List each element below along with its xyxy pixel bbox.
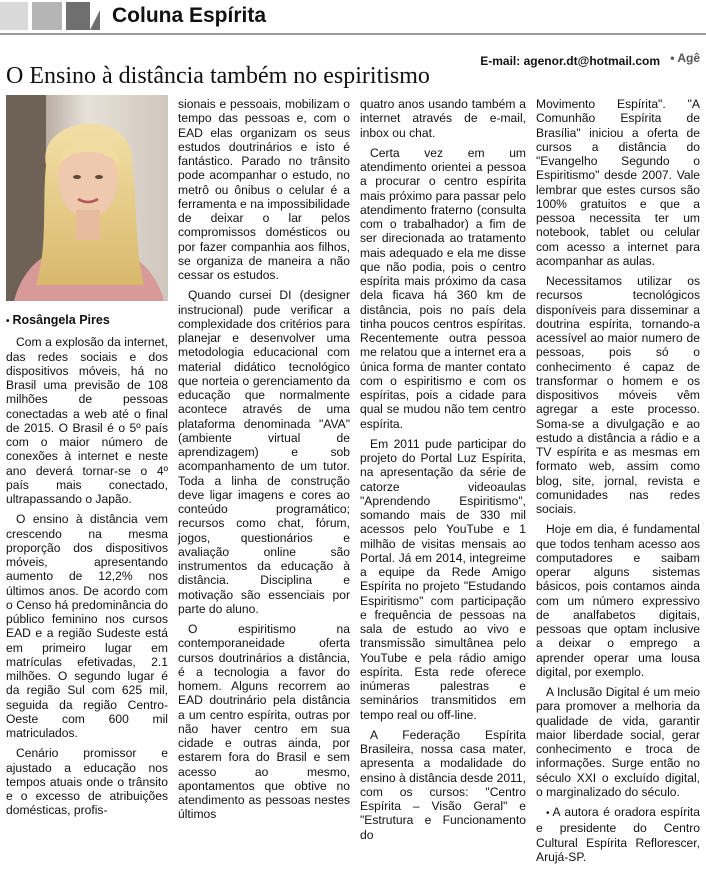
paragraph: Quando cursei DI (designer instrucional) pude verificar a complexidade dos critérios para planejar e desenvolver uma metodologia educacional com material didático tecnológico que norteia o gerenciamento da educação que normalmente acontece através de uma plataforma denominada "AVA" (ambiente virtual de aprendizagem) e sob acompanhamento de um tutor. Toda a linha de construção deve ligar imagens e cores ao conteúdo programático; recursos como chat, fórum, jogos, questionários e avaliação online são instrumentos da educação à distância. Disciplina e motivação são essenciais por parte do aluno.	[178, 288, 350, 616]
agency-bullet: •	[670, 51, 675, 65]
author-note	[536, 805, 700, 864]
paragraph: Em 2011 pude participar do projeto do Portal Luz Espírita, na apresentação da série de catorze videoaulas "Aprendendo Espiritismo", somando mais de 330 mil acessos pelo YouTube e 1 milhão de visitas mensais ao Portal. Já em 2014, integreime a equipe da Rede Amigo Espírita no projeto "Estudando Espiritismo" com participação e frequência de pessoas na sala de estudo ao vivo e transmissão simultânea pelo YouTube e pela rádio amigo espírita. Esta rede oferece inúmeras palestras e seminários transmitidos em tempo real ou off-line.	[360, 436, 526, 722]
article-headline: O Ensino à distância também no espiritismo	[6, 63, 430, 89]
author-byline	[6, 313, 168, 329]
article-column-2	[178, 97, 350, 828]
header-block	[32, 2, 62, 30]
contact-email	[480, 54, 660, 68]
agency-name: Agê	[677, 51, 700, 65]
email-address: agenor.dt@hotmail.com	[523, 54, 660, 68]
article-column-3	[360, 97, 526, 848]
paragraph: Necessitamos utilizar os recursos tecnológicos disponíveis para disseminar a doutrina espírita, tornando-a acessível ao maior numero de pessoas, pois só o conhecimento é capaz de transformar o homem e os dispositivos móveis vêm agregar a este processo. Soma-se a divulgação e ao estudo a distância a rádio e a TV espírita e as mesmas em formato web, assim como blog, site, jornal, revista e comunidades nas redes sociais.	[536, 274, 700, 516]
email-label: E-mail:	[480, 54, 521, 68]
header-block	[0, 2, 28, 30]
paragraph: Cenário promissor e ajustado a educação nos tempos atuais onde o trânsito e o excesso de atribuições domésticas, profis-	[6, 746, 168, 818]
author-name: Rosângela Pires	[12, 313, 110, 327]
header-divider	[0, 33, 706, 35]
paragraph: Certa vez em um atendimento orientei a pessoa a procurar o centro espírita mais próximo para passar pelo atendimento fraterno (consulta com o trabalhador) a fim de ser direcionada ao tratamento mais adequado e ela me disse que não podia, pois o centro espírita mais próximo da casa dela ficava há 360 km de distância, pois no país dela tinha poucos centros espíritas. Recentemente outra pessoa me relatou que a internet era a única forma de manter contato com o espiritismo e com os espíritas, pois a cidade para qual se mudou não tem centro espírita.	[360, 145, 526, 431]
article-column-1	[6, 313, 168, 824]
paragraph: Hoje em dia, é fundamental que todos tenham acesso aos computadores e saibam operar alguns sistemas básicos, pois contamos ainda com um número expressivo de analfabetos digitais, pessoas que optam inclusive a deixar o emprego a aprender operar uma lousa digital, por exemplo.	[536, 522, 700, 679]
author-note-text: A autora é oradora espírita e presidente do Centro Cultural Espírita Reflorescer, Arujá-SP.	[536, 805, 700, 864]
author-photo	[6, 95, 168, 301]
paragraph: A Federação Espírita Brasileira, nossa casa mater, apresenta a modalidade do ensino à distância desde 2011, com os cursos: "Centro Espírita – Visão Geral" e "Estrutura e Funcionamento do	[360, 727, 526, 842]
paragraph: Com a explosão da internet, das redes sociais e dos dispositivos móveis, há no Brasil uma previsão de 108 milhões de pessoas conectadas a web até o final de 2015. O Brasil é o 5º país com o maior número de conexões à internet e neste ano deverá tornar-se o 4º país mais conectado, ultrapassando o Japão.	[6, 335, 168, 506]
section-title: Coluna Espírita	[112, 4, 267, 27]
header-corner-shape	[90, 2, 104, 30]
byline-bullet: •	[6, 316, 10, 327]
agency-mark	[670, 51, 700, 65]
author-portrait-image	[6, 95, 168, 301]
paragraph: sionais e pessoais, mobilizam o tempo das pessoas e, com o EAD elas organizam os seus estudos doutrinários e isto é fantástico. Parado no trânsito pode acompanhar o estudo, no metrô ou ônibus o celular é a ferramenta e na impossibilidade de deixar o lar pelos compromissos domésticos ou por fazer companhia aos filhos, se organiza de maneira a não cessar os estudos.	[178, 97, 350, 282]
paragraph: O espiritismo na contemporaneidade oferta cursos doutrinários a distância, é a tecnologia a favor do homem. Alguns recorrem ao EAD doutrinário pela distância a um centro espírita, outras por não haver centro em sua cidade e outras ainda, por estarem fora do Brasil e sem acesso ao mesmo, apontamentos que obtive no atendimento as pessoas nestes últimos	[178, 622, 350, 822]
article-column-4	[536, 97, 700, 870]
paragraph: Movimento Espírita". "A Comunhão Espírita de Brasília" iniciou a oferta de cursos a distância do "Evangelho Segundo o Espiritismo" desde 2007. Vale lembrar que estes cursos são 100% gratuitos e que a pessoa necessita ter um notebook, tablet ou celular com acesso a internet para acompanhar as aulas.	[536, 97, 700, 268]
paragraph: A Inclusão Digital é um meio para promover a melhoria da qualidade de vida, garantir maior liberdade social, gerar conhecimento e troca de informações. Surge então no século XXI o excluído digital, o marginalizado do século.	[536, 685, 700, 799]
paragraph: quatro anos usando também a internet através de e-mail, inbox ou chat.	[360, 97, 526, 140]
note-bullet: •	[546, 808, 550, 819]
paragraph: O ensino à distância vem crescendo na mesma proporção dos dispositivos móveis, apresentando aumento de 12,2% nos últimos anos. De acordo com o Censo há predominância do público feminino nos cursos EAD e a região Sudeste está em primeiro lugar em matrículas efetivadas, 2.1 milhões. O segundo lugar é da região Sul com 625 mil, seguida da região Centro-Oeste com 600 mil matriculados.	[6, 512, 168, 740]
